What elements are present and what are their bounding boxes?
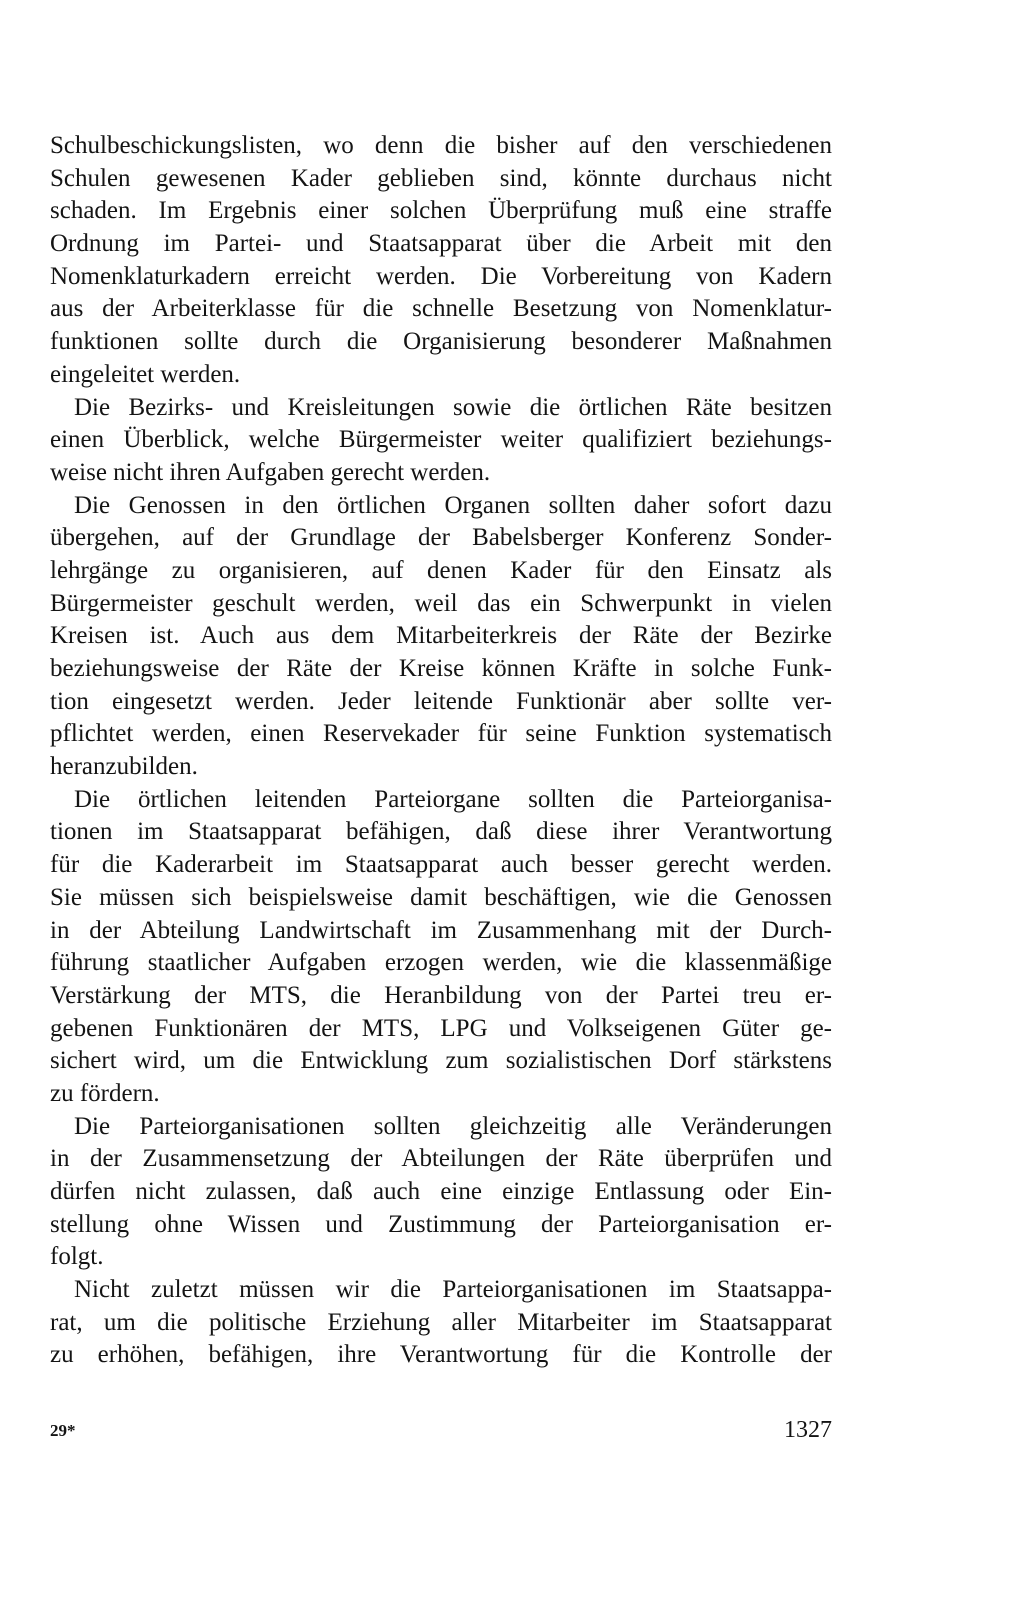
paragraph (50, 392, 832, 490)
paragraph (50, 784, 832, 1111)
text-line: zu fördern. (50, 1079, 160, 1107)
text-line: rat, um die politische Erziehung aller Mitarbeiter im Staatsapparat (50, 1308, 832, 1336)
text-line: Ordnung im Partei- und Staatsapparat über die Arbeit mit den (50, 230, 832, 258)
text-line: Die Bezirks- und Kreisleitungen sowie die örtlichen Räte besitzen (74, 393, 832, 421)
text-line: tion eingesetzt werden. Jeder leitende Funktionär aber sollte ver- (50, 687, 832, 715)
text-line: dürfen nicht zulassen, daß auch eine einzige Entlassung oder Ein- (50, 1178, 832, 1205)
text-line: funktionen sollte durch die Organisierung besonderer Maßnahmen (50, 328, 832, 356)
text-line: gebenen Funktionären der MTS, LPG und Volkseigenen Güter ge- (50, 1014, 832, 1042)
text-line: schaden. Im Ergebnis einer solchen Überprüfung muß eine straffe (50, 197, 832, 225)
text-line: einen Überblick, welche Bürgermeister weiter qualifiziert beziehungs- (50, 426, 832, 454)
text-line: beziehungsweise der Räte der Kreise können Kräfte in solche Funk- (50, 655, 832, 682)
text-line: eingeleitet werden. (50, 360, 241, 388)
text-line: in der Abteilung Landwirtschaft im Zusammenhang mit der Durch- (50, 916, 832, 944)
text-line: Schulen gewesenen Kader geblieben sind, könnte durchaus nicht (50, 164, 832, 192)
text-line: Schulbeschickungslisten, wo denn die bisher auf den verschiedenen (50, 132, 832, 159)
text-line: heranzubilden. (50, 753, 198, 781)
paragraph (50, 490, 832, 784)
text-line: übergehen, auf der Grundlage der Babelsberger Konferenz Sonder- (50, 524, 832, 552)
text-line: zu erhöhen, befähigen, ihre Verantwortung für die Kontrolle der (50, 1341, 832, 1369)
text-line: in der Zusammensetzung der Abteilungen der Räte überprüfen und (50, 1145, 832, 1173)
paragraph (50, 1111, 832, 1274)
text-line: weise nicht ihren Aufgaben gerecht werden. (50, 458, 491, 486)
body-text (50, 130, 832, 1372)
text-line: lehrgänge zu organisieren, auf denen Kader für den Einsatz als (50, 556, 832, 584)
text-line: folgt. (50, 1243, 104, 1271)
paragraph (50, 1274, 832, 1372)
text-line: Die Parteiorganisationen sollten gleichzeitig alle Veränderungen (74, 1112, 832, 1140)
text-line: Die örtlichen leitenden Parteiorgane sollten die Parteiorganisa- (74, 785, 832, 813)
text-line: Die Genossen in den örtlichen Organen sollten daher sofort dazu (74, 491, 832, 519)
text-line: für die Kaderarbeit im Staatsapparat auch besser gerecht werden. (50, 851, 832, 879)
text-line: Kreisen ist. Auch aus dem Mitarbeiterkreis der Räte der Bezirke (50, 622, 832, 650)
text-line: Bürgermeister geschult werden, weil das ein Schwerpunkt in vielen (50, 589, 832, 617)
text-line: führung staatlicher Aufgaben erzogen werden, wie die klassenmäßige (50, 949, 832, 977)
text-line: stellung ohne Wissen und Zustimmung der Parteiorganisation er- (50, 1210, 832, 1238)
text-line: tionen im Staatsapparat befähigen, daß diese ihrer Verantwortung (50, 818, 832, 846)
text-line: Nicht zuletzt müssen wir die Parteiorganisationen im Staatsappa- (74, 1276, 832, 1304)
text-line: pflichtet werden, einen Reservekader für seine Funktion systematisch (50, 720, 832, 748)
paragraph (50, 130, 832, 392)
text-line: Nomenklaturkadern erreicht werden. Die Vorbereitung von Kadern (50, 262, 832, 290)
text-line: Verstärkung der MTS, die Heranbildung von der Partei treu er- (50, 981, 832, 1009)
text-line: Sie müssen sich beispielsweise damit beschäftigen, wie die Genossen (50, 883, 832, 911)
page-number: 1327 (784, 1417, 832, 1443)
text-line: aus der Arbeiterklasse für die schnelle Besetzung von Nomenklatur- (50, 295, 832, 323)
signature-mark: 29* (50, 1421, 76, 1440)
text-line: sichert wird, um die Entwicklung zum sozialistischen Dorf stärkstens (50, 1047, 832, 1075)
